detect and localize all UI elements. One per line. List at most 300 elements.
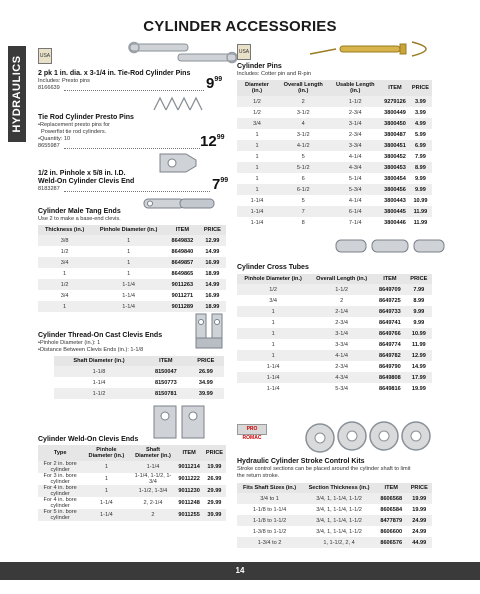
column-header: ITEM bbox=[175, 445, 202, 461]
table-row bbox=[38, 290, 226, 301]
table-cell: 3800445 bbox=[381, 206, 409, 217]
table-cell: 10.99 bbox=[413, 197, 428, 204]
presto-pins-desc-1: •Replacement presto pins for bbox=[38, 122, 110, 128]
table-row bbox=[38, 279, 226, 290]
table-cell: 39.99 bbox=[203, 509, 226, 521]
table-cell: 2-3/4 bbox=[348, 109, 362, 116]
table-row bbox=[237, 317, 432, 328]
presto-pins-quantity: •Quantity: 10 bbox=[38, 136, 71, 142]
table-cell: 1 bbox=[271, 319, 275, 326]
stroke-kits-desc-2: the return stroke. bbox=[237, 473, 280, 479]
table-cell: 5.99 bbox=[414, 131, 426, 138]
table-cell: 1-1/2 bbox=[54, 388, 144, 399]
table-cell: 2-3/4 bbox=[335, 319, 349, 326]
table-cell: 3/4, 1, 1-1/4, 1-1/2 bbox=[302, 515, 376, 526]
table-cell: 8649840 bbox=[171, 248, 194, 255]
column-header: Fits Shaft Sizes (in.) bbox=[237, 483, 302, 493]
table-cell: 1/2 bbox=[253, 109, 261, 116]
table-row bbox=[237, 129, 432, 140]
table-cell: 1 bbox=[255, 153, 259, 160]
table-cell: 8649766 bbox=[374, 328, 406, 339]
table-cell: 3/4 bbox=[38, 257, 91, 268]
table-cell: 9011214 bbox=[175, 461, 202, 473]
table-cell: 8649808 bbox=[374, 372, 406, 383]
table-cell: 3/4, 1, 1-1/4, 1-1/2 bbox=[302, 493, 376, 504]
table-cell: 7.99 bbox=[414, 153, 426, 160]
table-cell: 5-3/4 bbox=[335, 385, 349, 392]
column-header: Pinhole Diameter (in.) bbox=[237, 274, 309, 284]
thread-clevis-pinhole: •Pinhole Diameter (in.): 1 bbox=[38, 340, 101, 346]
table-cell: 14.99 bbox=[411, 363, 426, 370]
table-cell: 7.99 bbox=[406, 284, 432, 295]
table-cell: 8606600 bbox=[380, 528, 403, 535]
table-cell: 11.99 bbox=[413, 219, 428, 226]
table-cell: 1/2 bbox=[237, 96, 277, 107]
table-row bbox=[237, 195, 432, 206]
table-cell: 3800446 bbox=[384, 219, 406, 226]
table-row bbox=[38, 473, 226, 485]
side-tab-label: HYDRAULICS bbox=[11, 55, 23, 133]
thread-clevis-image bbox=[190, 310, 230, 352]
table-cell: 3.99 bbox=[414, 109, 426, 116]
male-tang-table bbox=[38, 225, 226, 312]
table-cell: 1/2 bbox=[60, 248, 69, 255]
table-cell: 2, 2-1/4 bbox=[143, 500, 163, 506]
table-cell: For 2 in. bore cylinder bbox=[38, 461, 82, 473]
table-cell: 1-1/4 bbox=[266, 363, 280, 370]
table-cell: 1/2 bbox=[38, 279, 91, 290]
table-row bbox=[237, 173, 432, 184]
table-cell: 1 bbox=[104, 476, 108, 482]
table-cell: 3-1/4 bbox=[329, 118, 381, 129]
table-cell: 4-1/4 bbox=[348, 197, 362, 204]
table-cell: 3/4 bbox=[269, 297, 278, 304]
table-cell: 3/4 bbox=[237, 118, 277, 129]
presto-pins-image bbox=[150, 94, 210, 114]
table-cell: 3800454 bbox=[384, 175, 406, 182]
table-row bbox=[237, 118, 432, 129]
table-row bbox=[237, 217, 432, 228]
table-cell: 1 bbox=[237, 140, 277, 151]
tie-rod-pins-image bbox=[126, 40, 242, 68]
table-cell: 1-1/4 bbox=[92, 379, 106, 386]
table-cell: 17.99 bbox=[406, 372, 432, 383]
clevis-end-price: $7^{99}$ bbox=[212, 176, 229, 193]
table-cell: 9.99 bbox=[406, 306, 432, 317]
table-cell: 3/4 to 1 bbox=[237, 493, 302, 504]
clevis-end-image bbox=[156, 150, 206, 174]
table-row bbox=[38, 257, 226, 268]
table-cell: 9011248 bbox=[178, 500, 200, 506]
table-cell: 3-3/4 bbox=[335, 341, 349, 348]
table-cell: 4-1/4 bbox=[348, 153, 362, 160]
table-cell: 3-1/2 bbox=[296, 131, 310, 138]
table-cell: 10.99 bbox=[406, 328, 432, 339]
table-cell: 1 bbox=[237, 162, 277, 173]
table-row bbox=[38, 461, 226, 473]
weld-clevis-table bbox=[38, 445, 226, 521]
table-cell: 1-1/4 bbox=[100, 500, 113, 506]
table-cell: 19.99 bbox=[411, 385, 426, 392]
page-title: CYLINDER ACCESSORIES bbox=[143, 18, 337, 35]
male-tang-subtitle: Use 2 to make a base-end clevis. bbox=[38, 216, 121, 222]
table-cell: 2-3/4 bbox=[335, 363, 349, 370]
table-cell: 4.99 bbox=[409, 118, 432, 129]
table-row bbox=[38, 235, 226, 246]
table-header-row bbox=[38, 225, 226, 235]
table-cell: 9.99 bbox=[414, 175, 426, 182]
column-header: PRICE bbox=[203, 445, 226, 461]
table-cell: 1-1/4 bbox=[91, 301, 166, 312]
side-tab bbox=[8, 46, 26, 142]
table-row bbox=[38, 509, 226, 521]
table-cell: 1-1/4 bbox=[266, 385, 280, 392]
table-cell: 16.99 bbox=[199, 257, 226, 268]
clevis-end-title-1: 1/2 in. Pinhole x 5/8 in. I.D. bbox=[38, 170, 126, 177]
stroke-kits-desc-1: Stroke control sections can be placed around the cylinder shaft to limit bbox=[237, 466, 411, 472]
table-cell: 8150047 bbox=[144, 366, 188, 377]
table-cell: 1/2 bbox=[237, 284, 309, 295]
table-cell: 24.99 bbox=[407, 515, 432, 526]
column-header: Usable Length (in.) bbox=[329, 80, 381, 96]
column-header: ITEM bbox=[166, 225, 199, 235]
column-header: Shaft Diameter (in.) bbox=[54, 356, 144, 366]
table-cell: 9279126 bbox=[381, 96, 409, 107]
table-cell: 12.99 bbox=[199, 235, 226, 246]
table-header-row bbox=[237, 274, 432, 284]
column-header: PRICE bbox=[409, 80, 432, 96]
table-cell: 39.99 bbox=[188, 388, 224, 399]
leader-dots bbox=[64, 148, 200, 149]
table-cell: 8649709 bbox=[374, 284, 406, 295]
column-header: ITEM bbox=[144, 356, 188, 366]
table-cell: 6 bbox=[301, 175, 305, 182]
table-cell: 11.99 bbox=[411, 341, 426, 348]
table-cell: 3/4 bbox=[60, 292, 69, 299]
column-header: Shaft Diameter (in.) bbox=[131, 445, 176, 461]
table-cell: 1 bbox=[127, 248, 131, 255]
table-cell: 19.99 bbox=[203, 461, 226, 473]
table-row bbox=[237, 537, 432, 548]
table-cell: 9011289 bbox=[166, 301, 199, 312]
table-cell: 19.99 bbox=[407, 493, 432, 504]
table-cell: 8649733 bbox=[374, 306, 406, 317]
table-cell: 29.99 bbox=[203, 485, 226, 497]
table-cell: 18.99 bbox=[205, 270, 220, 277]
table-cell: 3800450 bbox=[381, 118, 409, 129]
table-cell: 8150773 bbox=[154, 379, 177, 386]
table-row bbox=[237, 96, 432, 107]
table-cell: 4 bbox=[277, 118, 329, 129]
column-header: Section Thickness (in.) bbox=[302, 483, 376, 493]
table-cell: 12.99 bbox=[406, 350, 432, 361]
table-cell: 1 bbox=[237, 306, 309, 317]
table-cell: 29.99 bbox=[207, 500, 222, 506]
table-cell: 1 bbox=[237, 350, 309, 361]
table-cell: 9.99 bbox=[413, 319, 425, 326]
column-header: PRICE bbox=[199, 225, 226, 235]
table-cell: 8477879 bbox=[376, 515, 407, 526]
tie-rod-pins-includes: Includes: Presto pins bbox=[38, 78, 90, 84]
cross-tubes-table bbox=[237, 274, 432, 394]
table-cell: 1 bbox=[63, 270, 67, 277]
table-row bbox=[237, 515, 432, 526]
table-cell: 1 bbox=[82, 485, 130, 497]
table-cell: 8.99 bbox=[413, 297, 425, 304]
presto-pins-price: $12^{99}$ bbox=[200, 133, 225, 150]
cross-tubes-image bbox=[330, 232, 450, 260]
stroke-kits-image bbox=[300, 416, 450, 456]
table-cell: 1-1/4 bbox=[122, 292, 135, 299]
table-cell: 3/4, 1, 1-1/4, 1-1/2 bbox=[316, 528, 362, 535]
table-cell: 1 bbox=[91, 235, 166, 246]
column-header: ITEM bbox=[376, 483, 407, 493]
weld-clevis-title: Cylinder Weld-On Clevis Ends bbox=[38, 436, 139, 443]
presto-pins-desc-2: Powerfist tie rod cylinders. bbox=[41, 129, 107, 135]
table-cell: 3.99 bbox=[409, 96, 432, 107]
thread-clevis-distance: •Distance Between Clevis Ends (in.): 1-1/8 bbox=[38, 347, 144, 353]
table-row bbox=[237, 328, 432, 339]
table-cell: 8649774 bbox=[378, 341, 401, 348]
column-header: Overall Length (in.) bbox=[277, 80, 329, 96]
table-cell: For 4 in. bore cylinder bbox=[38, 485, 82, 497]
table-cell: 9.99 bbox=[409, 184, 432, 195]
table-cell: 11.99 bbox=[409, 206, 432, 217]
table-cell: 1-1/2 bbox=[309, 284, 374, 295]
clevis-end-title-2: Weld-On Cylinder Clevis End bbox=[38, 178, 135, 185]
table-row bbox=[237, 493, 432, 504]
leader-dots bbox=[64, 90, 204, 91]
tie-rod-pins-price: $9^{99}$ bbox=[206, 75, 223, 92]
table-row bbox=[237, 140, 432, 151]
stroke-kits-title: Hydraulic Cylinder Stroke Control Kits bbox=[237, 458, 365, 465]
table-cell: 3-1/2 bbox=[296, 109, 310, 116]
table-cell: 9011230 bbox=[175, 485, 202, 497]
table-cell: 6.99 bbox=[409, 140, 432, 151]
table-cell: 26.99 bbox=[207, 476, 222, 482]
table-header-row bbox=[237, 483, 432, 493]
table-cell: 1, 1-1/2, 2, 4 bbox=[302, 537, 376, 548]
table-cell: 7-1/4 bbox=[348, 219, 362, 226]
table-cell: 6-1/2 bbox=[277, 184, 329, 195]
table-cell: 5-1/4 bbox=[348, 175, 362, 182]
table-cell: 8649832 bbox=[166, 235, 199, 246]
table-cell: 1-1/4 bbox=[250, 219, 264, 226]
table-cell: 1-1/4 bbox=[250, 197, 264, 204]
table-cell: 3/4, 1, 1-1/4, 1-1/2 bbox=[316, 506, 362, 513]
table-cell: 8649725 bbox=[378, 297, 401, 304]
table-row bbox=[237, 504, 432, 515]
table-cell: 3800487 bbox=[384, 131, 406, 138]
column-header: Diameter (in.) bbox=[237, 80, 277, 96]
table-cell: 5-1/2 bbox=[277, 162, 329, 173]
column-header: PRICE bbox=[407, 483, 432, 493]
column-header: PRICE bbox=[188, 356, 224, 366]
table-cell: 2 bbox=[277, 96, 329, 107]
table-cell: 5-3/4 bbox=[329, 184, 381, 195]
thread-clevis-table bbox=[54, 356, 224, 399]
tie-rod-pins-title: 2 pk 1 in. dia. x 3-1/4 in. Tie-Rod Cylinder Pins bbox=[38, 70, 191, 77]
table-row bbox=[237, 361, 432, 372]
table-row bbox=[237, 372, 432, 383]
table-cell: 8649790 bbox=[378, 363, 401, 370]
table-row bbox=[237, 151, 432, 162]
table-cell: 8606568 bbox=[376, 493, 407, 504]
table-row bbox=[237, 184, 432, 195]
table-cell: 1-1/4 bbox=[82, 509, 130, 521]
column-header: Pinhole Diameter (in.) bbox=[91, 225, 166, 235]
usa-badge-icon: USA bbox=[38, 48, 52, 64]
table-cell: 1 bbox=[38, 301, 91, 312]
table-cell: 9011255 bbox=[175, 509, 202, 521]
table-cell: 4-1/2 bbox=[277, 140, 329, 151]
table-cell: 1-1/2 bbox=[329, 96, 381, 107]
table-cell: 8649741 bbox=[378, 319, 401, 326]
table-cell: 1 bbox=[271, 341, 275, 348]
table-cell: 1 bbox=[237, 184, 277, 195]
tie-rod-pins-code: 8166639 bbox=[38, 85, 60, 91]
clevis-end-code: 8183287 bbox=[38, 186, 60, 192]
table-cell: For 5 in. bore cylinder bbox=[38, 509, 82, 521]
table-cell: 3800451 bbox=[381, 140, 409, 151]
column-header: PRICE bbox=[406, 274, 432, 284]
table-cell: 34.99 bbox=[198, 379, 213, 386]
page-number-bar bbox=[0, 562, 480, 580]
table-cell: 16.99 bbox=[205, 292, 220, 299]
table-row bbox=[237, 206, 432, 217]
column-header: ITEM bbox=[381, 80, 409, 96]
table-cell: 3800452 bbox=[384, 153, 406, 160]
weld-clevis-image bbox=[150, 402, 230, 442]
table-cell: 6-1/4 bbox=[329, 206, 381, 217]
table-cell: 18.99 bbox=[199, 301, 226, 312]
table-cell: 8649782 bbox=[374, 350, 406, 361]
table-cell: 4-3/4 bbox=[309, 372, 374, 383]
table-cell: 1 bbox=[237, 328, 309, 339]
table-cell: For 3 in. bore cylinder bbox=[43, 473, 77, 485]
table-cell: 2-3/4 bbox=[348, 131, 362, 138]
usa-badge-icon: USA bbox=[237, 44, 251, 60]
table-cell: 1-3/8 to 1-1/2 bbox=[252, 528, 287, 535]
table-row bbox=[54, 388, 224, 399]
cylinder-pins-subtitle: Includes: Cotter pin and R-pin bbox=[237, 71, 312, 77]
table-cell: 8649816 bbox=[378, 385, 401, 392]
table-cell: 1 bbox=[127, 270, 131, 277]
table-cell: 1-1/4 bbox=[131, 461, 176, 473]
table-cell: 5 bbox=[301, 197, 305, 204]
column-header: Overall Length (in.) bbox=[309, 274, 374, 284]
cylinder-pins-table bbox=[237, 80, 432, 228]
table-cell: 1-1/8 to 1-1/4 bbox=[252, 506, 287, 513]
table-cell: 8649865 bbox=[171, 270, 194, 277]
table-cell: 3800456 bbox=[381, 184, 409, 195]
table-cell: 1-1/4 bbox=[91, 279, 166, 290]
table-row bbox=[237, 339, 432, 350]
table-cell: 8606576 bbox=[376, 537, 407, 548]
table-cell: 8150781 bbox=[144, 388, 188, 399]
table-header-row bbox=[38, 445, 226, 461]
table-cell: 4-1/4 bbox=[309, 350, 374, 361]
table-header-row bbox=[54, 356, 224, 366]
table-cell: 9011271 bbox=[171, 292, 194, 299]
male-tang-image bbox=[140, 193, 220, 213]
table-cell: 1 bbox=[91, 257, 166, 268]
table-row bbox=[237, 350, 432, 361]
stroke-kits-table bbox=[237, 483, 432, 548]
table-row bbox=[54, 366, 224, 377]
table-header-row bbox=[237, 80, 432, 96]
table-cell: 3800443 bbox=[384, 197, 406, 204]
page-number: 14 bbox=[235, 566, 245, 575]
column-header: Type bbox=[38, 445, 82, 461]
table-cell: 2 bbox=[131, 509, 176, 521]
table-row bbox=[38, 246, 226, 257]
table-cell: 3800453 bbox=[381, 162, 409, 173]
table-cell: 2 bbox=[340, 297, 344, 304]
table-cell: 3800449 bbox=[384, 109, 406, 116]
table-cell: 1 bbox=[255, 131, 259, 138]
table-cell: 1-1/8 to 1-1/2 bbox=[237, 515, 302, 526]
table-cell: 3/8 bbox=[38, 235, 91, 246]
table-row bbox=[237, 306, 432, 317]
table-cell: 7 bbox=[277, 206, 329, 217]
male-tang-title: Cylinder Male Tang Ends bbox=[38, 208, 121, 215]
table-cell: 3-3/4 bbox=[329, 140, 381, 151]
cylinder-pins-image bbox=[300, 38, 450, 62]
table-row bbox=[237, 284, 432, 295]
table-cell: 24.99 bbox=[412, 528, 427, 535]
table-row bbox=[237, 526, 432, 537]
table-row bbox=[38, 497, 226, 509]
table-cell: 1 bbox=[255, 175, 259, 182]
table-cell: 8606584 bbox=[380, 506, 403, 513]
table-cell: 2-1/4 bbox=[309, 306, 374, 317]
table-row bbox=[237, 383, 432, 394]
table-cell: 1-1/4, 1-1/2, 1-3/4 bbox=[134, 473, 172, 485]
table-row bbox=[237, 107, 432, 118]
table-row bbox=[237, 295, 432, 306]
table-cell: 9011222 bbox=[178, 476, 200, 482]
table-cell: 4-3/4 bbox=[329, 162, 381, 173]
table-row bbox=[237, 162, 432, 173]
table-cell: 8 bbox=[301, 219, 305, 226]
leader-dots bbox=[64, 191, 210, 192]
table-row bbox=[38, 268, 226, 279]
table-cell: 5 bbox=[301, 153, 305, 160]
presto-pins-code: 8655987 bbox=[38, 143, 60, 149]
table-cell: 26.99 bbox=[188, 366, 224, 377]
table-cell: 1-1/4 bbox=[237, 372, 309, 383]
table-cell: 9011263 bbox=[166, 279, 199, 290]
column-header: Thickness (in.) bbox=[38, 225, 91, 235]
table-cell: 8649857 bbox=[166, 257, 199, 268]
table-cell: 14.99 bbox=[205, 248, 220, 255]
cylinder-pins-title: Cylinder Pins bbox=[237, 63, 282, 70]
table-cell: 19.99 bbox=[412, 506, 427, 513]
cross-tubes-title: Cylinder Cross Tubes bbox=[237, 264, 309, 271]
table-cell: 1 bbox=[82, 461, 130, 473]
presto-pins-title: Tie Rod Cylinder Presto Pins bbox=[38, 114, 134, 121]
table-cell: 8.99 bbox=[409, 162, 432, 173]
column-header: Pinhole Diameter (in.) bbox=[82, 445, 130, 461]
column-header: ITEM bbox=[374, 274, 406, 284]
table-cell: 1-1/2, 1-3/4 bbox=[131, 485, 176, 497]
table-row bbox=[54, 377, 224, 388]
table-cell: 3-1/4 bbox=[309, 328, 374, 339]
table-cell: 14.99 bbox=[199, 279, 226, 290]
thread-clevis-title: Cylinder Thread-On Cast Clevis Ends bbox=[38, 332, 163, 339]
table-row bbox=[38, 485, 226, 497]
